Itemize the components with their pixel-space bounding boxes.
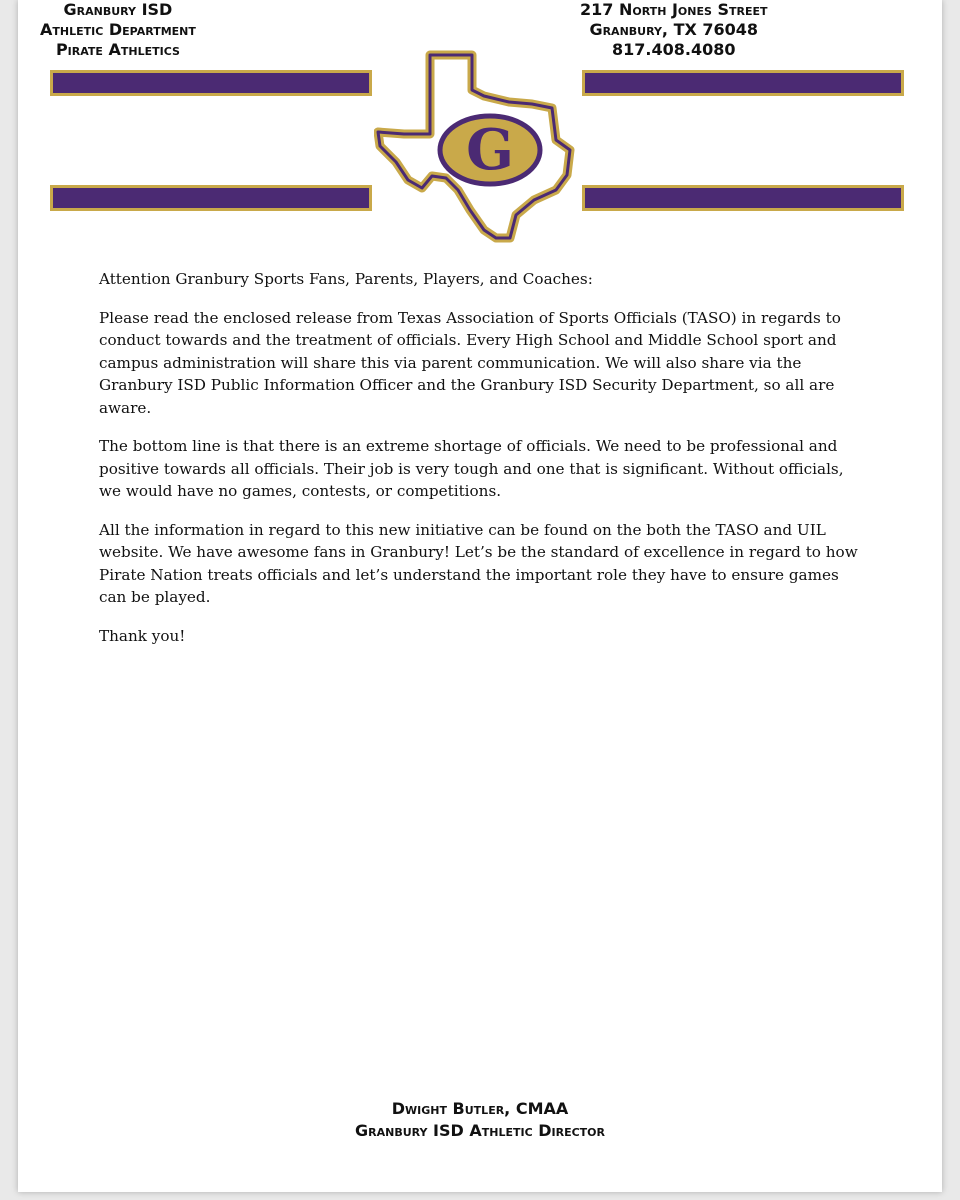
paragraph-2: The bottom line is that there is an extreme shortage of officials. We need to be professional and positive towards all officials. Their job is very tough and one that is significant. Without officials, we would have no games, contests, or competitions. bbox=[99, 437, 844, 500]
header-bar-top-left bbox=[50, 70, 372, 96]
paragraph-3: All the information in regard to this new initiative can be found on the both the TASO and UIL website. We have awesome fans in Granbury! Let’s be the standard of excellence in regard to how Pirate Nation treats officials and let’s understand the important role they have to ensure games can be played. bbox=[99, 520, 858, 606]
signature-name: Dwight Butler, CMAA bbox=[391, 1099, 569, 1118]
paragraph-1: Please read the enclosed release from Texas Association of Sports Officials (TASO) in regards to conduct towards and the treatment of officials. Every High School and Middle School sport and campus administration will share this via parent communication. We will also share via the Granbury ISD Public Information Officer and the Granbury ISD Security Department, so all are aware. bbox=[99, 308, 841, 417]
letterhead-right bbox=[580, 0, 768, 60]
letter-body bbox=[99, 268, 869, 663]
letterhead-phone: 817.408.4080 bbox=[612, 40, 736, 59]
signature-title: Granbury ISD Athletic Director bbox=[355, 1121, 605, 1140]
salutation: Attention Granbury Sports Fans, Parents, Players, and Coaches: bbox=[99, 270, 593, 288]
letterhead-city: Granbury, TX 76048 bbox=[589, 20, 759, 39]
header-bar-bottom-left bbox=[50, 185, 372, 211]
letter-page bbox=[18, 0, 942, 1192]
letterhead-team: Pirate Athletics bbox=[55, 40, 180, 59]
letterhead-left bbox=[40, 0, 196, 60]
logo-letter: G bbox=[466, 117, 514, 183]
header-bar-top-right bbox=[582, 70, 904, 96]
letterhead-street: 217 North Jones Street bbox=[580, 0, 768, 19]
header-bar-bottom-right bbox=[582, 185, 904, 211]
letterhead-org: Granbury ISD bbox=[63, 0, 173, 19]
signature-block bbox=[230, 1098, 730, 1142]
texas-g-logo bbox=[374, 50, 584, 245]
closing: Thank you! bbox=[99, 626, 186, 645]
letterhead-dept: Athletic Department bbox=[40, 20, 196, 39]
